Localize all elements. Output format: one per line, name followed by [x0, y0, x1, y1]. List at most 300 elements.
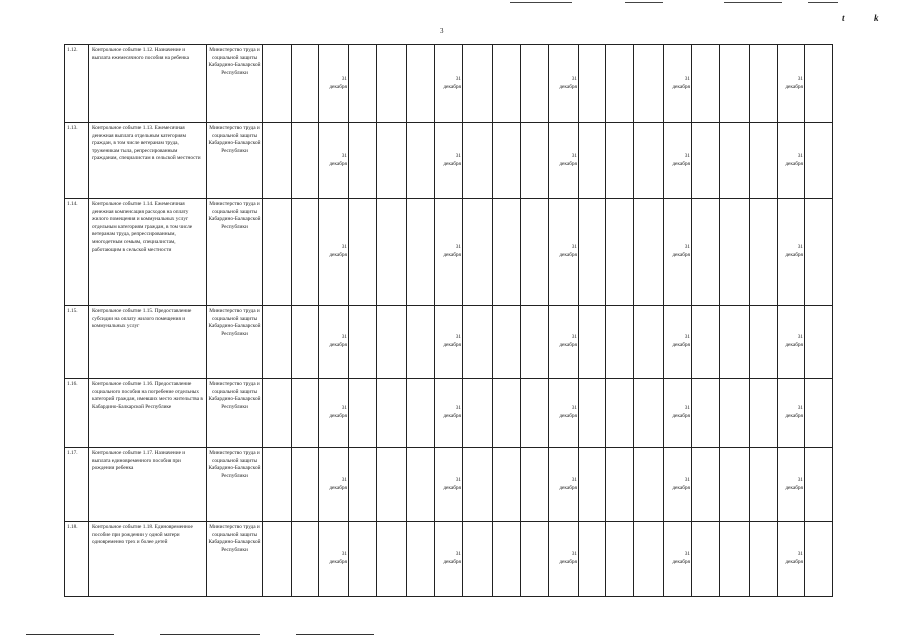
date-day: 31: [455, 476, 461, 483]
row-number: 1.17.: [65, 448, 89, 522]
empty-cell: [805, 448, 833, 522]
date-text: [785, 244, 804, 259]
date-month: декабря: [785, 413, 803, 419]
empty-cell: [805, 199, 833, 306]
empty-cell: [263, 199, 292, 306]
table-row: [65, 199, 833, 306]
date-wrap: [319, 379, 348, 447]
date-day: 31: [684, 551, 690, 558]
date-day: 31: [797, 244, 803, 251]
date-wrap: [435, 123, 462, 198]
event-name: Контрольное событие 1.16. Предоставление социального пособия на погребение отдельных категорий граждан, имевших место жительства в Кабардино-Балкарской Республике: [89, 379, 207, 448]
table-row: [65, 123, 833, 199]
date-cell: [435, 45, 463, 123]
date-month: декабря: [443, 342, 461, 348]
empty-cell: [579, 448, 606, 522]
date-wrap: [435, 306, 462, 378]
bottom-scan-line: [160, 634, 260, 635]
event-name: Контрольное событие 1.18. Единовременное пособие при рождении у одной матери одновременно трех и более детей: [89, 522, 207, 597]
date-wrap: [778, 123, 804, 198]
empty-cell: [750, 306, 778, 379]
empty-cell: [292, 448, 319, 522]
date-month: декабря: [443, 484, 461, 491]
responsible-org: Министерство труда и социальной защиты Кабардино-Балкарской Республики: [207, 306, 263, 379]
empty-cell: [521, 448, 549, 522]
row-number: 1.18.: [65, 522, 89, 597]
top-scan-line: [510, 2, 572, 3]
date-month: декабря: [329, 252, 347, 258]
empty-cell: [349, 448, 377, 522]
date-day: 31: [797, 551, 803, 558]
responsible-org: Министерство труда и социальной защиты Кабардино-Балкарской Республики: [207, 522, 263, 597]
date-day: 31: [684, 334, 690, 341]
date-cell: [778, 199, 805, 306]
date-month: декабря: [785, 83, 803, 90]
date-cell: [319, 45, 349, 123]
date-cell: [664, 448, 692, 522]
empty-cell: [521, 379, 549, 448]
date-text: [559, 334, 578, 349]
date-month: декабря: [559, 413, 577, 419]
row-number: 1.14.: [65, 199, 89, 306]
bottom-scan-line: [26, 634, 114, 635]
empty-cell: [805, 123, 833, 199]
date-day: 31: [797, 476, 803, 483]
top-scan-line: [625, 2, 663, 3]
empty-cell: [493, 522, 521, 597]
responsible-org: Министерство труда и социальной защиты Кабардино-Балкарской Республики: [207, 199, 263, 306]
empty-cell: [292, 45, 319, 123]
date-cell: [319, 448, 349, 522]
empty-cell: [579, 306, 606, 379]
empty-cell: [692, 123, 720, 199]
date-cell: [435, 448, 463, 522]
date-text: [443, 477, 462, 492]
date-text: [329, 405, 348, 420]
date-cell: [549, 306, 579, 379]
date-wrap: [435, 448, 462, 521]
date-month: декабря: [559, 559, 577, 565]
corner-mark: t: [842, 13, 845, 23]
date-cell: [549, 123, 579, 199]
table-row: [65, 45, 833, 123]
empty-cell: [805, 45, 833, 123]
date-text: [443, 551, 462, 566]
empty-cell: [349, 522, 377, 597]
empty-cell: [606, 306, 634, 379]
empty-cell: [292, 199, 319, 306]
date-month: декабря: [559, 342, 577, 348]
date-wrap: [319, 45, 348, 122]
date-text: [329, 244, 348, 259]
date-cell: [435, 123, 463, 199]
empty-cell: [377, 199, 407, 306]
date-day: 31: [341, 244, 347, 251]
date-day: 31: [455, 244, 461, 251]
empty-cell: [579, 522, 606, 597]
date-day: 31: [455, 405, 461, 412]
date-day: 31: [455, 75, 461, 82]
date-day: 31: [797, 334, 803, 341]
date-cell: [778, 45, 805, 123]
empty-cell: [521, 199, 549, 306]
responsible-org: Министерство труда и социальной защиты Кабардино-Балкарской Республики: [207, 45, 263, 123]
date-text: [785, 477, 804, 492]
empty-cell: [292, 306, 319, 379]
empty-cell: [292, 123, 319, 199]
empty-cell: [720, 45, 750, 123]
empty-cell: [634, 45, 664, 123]
empty-cell: [377, 379, 407, 448]
date-text: [672, 153, 691, 168]
date-cell: [319, 199, 349, 306]
empty-cell: [349, 306, 377, 379]
empty-cell: [750, 522, 778, 597]
date-wrap: [778, 448, 804, 521]
empty-cell: [263, 522, 292, 597]
empty-cell: [407, 306, 435, 379]
empty-cell: [292, 379, 319, 448]
event-name: Контрольное событие 1.12. Назначение и выплата ежемесячного пособия на ребенка: [89, 45, 207, 123]
top-scan-line: [724, 2, 782, 3]
date-day: 31: [341, 75, 347, 82]
date-month: декабря: [329, 484, 347, 491]
date-wrap: [778, 379, 804, 447]
date-text: [559, 76, 578, 91]
date-wrap: [549, 379, 578, 447]
empty-cell: [634, 522, 664, 597]
date-text: [559, 244, 578, 259]
empty-cell: [692, 45, 720, 123]
empty-cell: [463, 522, 493, 597]
date-wrap: [319, 199, 348, 305]
date-day: 31: [571, 75, 577, 82]
date-month: декабря: [672, 83, 690, 90]
empty-cell: [720, 199, 750, 306]
empty-cell: [377, 45, 407, 123]
date-month: декабря: [672, 484, 690, 491]
empty-cell: [692, 522, 720, 597]
date-day: 31: [571, 152, 577, 159]
event-name: Контрольное событие 1.17. Назначение и выплата единовременного пособия при рождении ребенка: [89, 448, 207, 522]
date-month: декабря: [329, 559, 347, 565]
events-table: [64, 44, 833, 597]
empty-cell: [805, 522, 833, 597]
empty-cell: [521, 45, 549, 123]
date-wrap: [319, 448, 348, 521]
date-wrap: [319, 522, 348, 596]
empty-cell: [805, 379, 833, 448]
date-wrap: [664, 306, 691, 378]
date-text: [329, 76, 348, 91]
event-name: Контрольное событие 1.13. Ежемесячная денежная выплата отдельным категориям граждан, в том числе ветеранам труда, труженикам тыла, репрессированным гражданам, специалистам в сельской местности: [89, 123, 207, 199]
date-month: декабря: [672, 413, 690, 419]
date-day: 31: [455, 551, 461, 558]
date-text: [785, 334, 804, 349]
empty-cell: [463, 123, 493, 199]
date-month: декабря: [443, 559, 461, 565]
date-cell: [664, 45, 692, 123]
empty-cell: [521, 123, 549, 199]
empty-cell: [750, 199, 778, 306]
empty-cell: [263, 379, 292, 448]
date-month: декабря: [559, 160, 577, 167]
date-wrap: [664, 45, 691, 122]
empty-cell: [750, 45, 778, 123]
event-name: Контрольное событие 1.14. Ежемесячная денежная компенсация расходов на оплату жилого помещения и коммунальных услуг отдельным категориям граждан, в том числе ветеранам труда, репрессированным, многодетным семьям, специалистам, работающим в сельской местности: [89, 199, 207, 306]
date-cell: [549, 448, 579, 522]
date-day: 31: [797, 152, 803, 159]
empty-cell: [750, 379, 778, 448]
date-wrap: [664, 123, 691, 198]
date-month: декабря: [443, 413, 461, 419]
date-cell: [664, 379, 692, 448]
date-text: [443, 244, 462, 259]
date-text: [785, 153, 804, 168]
date-cell: [664, 199, 692, 306]
empty-cell: [579, 199, 606, 306]
date-day: 31: [455, 334, 461, 341]
date-day: 31: [341, 476, 347, 483]
date-text: [443, 76, 462, 91]
date-wrap: [435, 199, 462, 305]
row-number: 1.15.: [65, 306, 89, 379]
empty-cell: [377, 522, 407, 597]
empty-cell: [634, 306, 664, 379]
empty-cell: [377, 448, 407, 522]
date-cell: [664, 123, 692, 199]
date-day: 31: [341, 405, 347, 412]
empty-cell: [720, 522, 750, 597]
date-cell: [549, 45, 579, 123]
date-wrap: [778, 199, 804, 305]
date-wrap: [664, 448, 691, 521]
date-wrap: [664, 199, 691, 305]
date-month: декабря: [785, 484, 803, 491]
empty-cell: [407, 199, 435, 306]
date-wrap: [435, 45, 462, 122]
date-text: [443, 405, 462, 420]
date-cell: [319, 123, 349, 199]
date-cell: [664, 306, 692, 379]
date-wrap: [549, 306, 578, 378]
empty-cell: [606, 123, 634, 199]
responsible-org: Министерство труда и социальной защиты Кабардино-Балкарской Республики: [207, 448, 263, 522]
empty-cell: [263, 45, 292, 123]
empty-cell: [463, 45, 493, 123]
date-day: 31: [341, 334, 347, 341]
empty-cell: [606, 45, 634, 123]
empty-cell: [692, 306, 720, 379]
empty-cell: [493, 199, 521, 306]
empty-cell: [579, 45, 606, 123]
date-text: [672, 76, 691, 91]
empty-cell: [377, 123, 407, 199]
row-number: 1.16.: [65, 379, 89, 448]
date-cell: [435, 306, 463, 379]
date-day: 31: [341, 551, 347, 558]
date-text: [443, 334, 462, 349]
empty-cell: [720, 379, 750, 448]
empty-cell: [407, 522, 435, 597]
empty-cell: [692, 199, 720, 306]
date-cell: [549, 522, 579, 597]
date-month: декабря: [785, 342, 803, 348]
empty-cell: [634, 448, 664, 522]
empty-cell: [349, 45, 377, 123]
date-text: [672, 551, 691, 566]
date-text: [785, 551, 804, 566]
date-cell: [549, 199, 579, 306]
date-day: 31: [571, 244, 577, 251]
table-row: [65, 522, 833, 597]
date-text: [559, 153, 578, 168]
empty-cell: [579, 123, 606, 199]
empty-cell: [407, 123, 435, 199]
empty-cell: [292, 522, 319, 597]
row-number: 1.13.: [65, 123, 89, 199]
date-day: 31: [797, 75, 803, 82]
date-month: декабря: [443, 83, 461, 90]
table-row: [65, 306, 833, 379]
date-wrap: [549, 448, 578, 521]
date-cell: [778, 448, 805, 522]
date-cell: [778, 306, 805, 379]
date-text: [559, 477, 578, 492]
date-text: [785, 405, 804, 420]
bottom-scan-line: [296, 634, 374, 635]
empty-cell: [720, 448, 750, 522]
table-row: [65, 379, 833, 448]
date-wrap: [549, 123, 578, 198]
date-month: декабря: [672, 342, 690, 348]
date-day: 31: [571, 334, 577, 341]
empty-cell: [493, 306, 521, 379]
date-month: декабря: [329, 83, 347, 90]
date-wrap: [778, 522, 804, 596]
date-day: 31: [684, 476, 690, 483]
empty-cell: [606, 379, 634, 448]
date-cell: [778, 522, 805, 597]
event-name: Контрольное событие 1.15. Предоставление субсидии на оплату жилого помещения и коммунальных услуг: [89, 306, 207, 379]
date-cell: [664, 522, 692, 597]
date-cell: [319, 306, 349, 379]
empty-cell: [521, 306, 549, 379]
date-month: декабря: [785, 252, 803, 258]
top-scan-line: [808, 2, 838, 3]
date-cell: [549, 379, 579, 448]
date-month: декабря: [329, 160, 347, 167]
date-text: [329, 153, 348, 168]
date-text: [329, 334, 348, 349]
date-text: [672, 334, 691, 349]
responsible-org: Министерство труда и социальной защиты Кабардино-Балкарской Республики: [207, 379, 263, 448]
empty-cell: [493, 448, 521, 522]
date-text: [559, 405, 578, 420]
empty-cell: [263, 448, 292, 522]
date-day: 31: [684, 75, 690, 82]
empty-cell: [606, 448, 634, 522]
date-month: декабря: [559, 83, 577, 90]
date-text: [329, 551, 348, 566]
date-text: [672, 405, 691, 420]
date-wrap: [435, 522, 462, 596]
empty-cell: [463, 199, 493, 306]
empty-cell: [750, 123, 778, 199]
date-cell: [319, 379, 349, 448]
date-day: 31: [684, 405, 690, 412]
date-wrap: [435, 379, 462, 447]
date-day: 31: [797, 405, 803, 412]
date-month: декабря: [785, 559, 803, 565]
empty-cell: [407, 45, 435, 123]
date-wrap: [549, 522, 578, 596]
date-cell: [435, 522, 463, 597]
date-month: декабря: [329, 342, 347, 348]
date-wrap: [549, 45, 578, 122]
date-cell: [435, 379, 463, 448]
empty-cell: [463, 448, 493, 522]
empty-cell: [634, 199, 664, 306]
row-number: 1.12.: [65, 45, 89, 123]
empty-cell: [606, 199, 634, 306]
date-day: 31: [571, 405, 577, 412]
page-number: 3: [440, 27, 444, 35]
empty-cell: [263, 306, 292, 379]
date-cell: [435, 199, 463, 306]
date-wrap: [549, 199, 578, 305]
date-day: 31: [455, 152, 461, 159]
date-text: [785, 76, 804, 91]
date-cell: [319, 522, 349, 597]
empty-cell: [463, 306, 493, 379]
date-month: декабря: [443, 160, 461, 167]
date-month: декабря: [672, 252, 690, 258]
table-row: [65, 448, 833, 522]
empty-cell: [692, 448, 720, 522]
date-day: 31: [341, 152, 347, 159]
date-day: 31: [571, 551, 577, 558]
date-wrap: [664, 379, 691, 447]
date-cell: [778, 379, 805, 448]
empty-cell: [493, 45, 521, 123]
date-day: 31: [571, 476, 577, 483]
date-month: декабря: [559, 252, 577, 258]
empty-cell: [805, 306, 833, 379]
empty-cell: [720, 306, 750, 379]
date-wrap: [664, 522, 691, 596]
date-text: [443, 153, 462, 168]
empty-cell: [349, 379, 377, 448]
date-text: [672, 244, 691, 259]
responsible-org: Министерство труда и социальной защиты Кабардино-Балкарской Республики: [207, 123, 263, 199]
empty-cell: [463, 379, 493, 448]
empty-cell: [750, 448, 778, 522]
date-wrap: [778, 45, 804, 122]
date-month: декабря: [672, 559, 690, 565]
empty-cell: [692, 379, 720, 448]
date-wrap: [319, 306, 348, 378]
empty-cell: [579, 379, 606, 448]
date-month: декабря: [785, 160, 803, 167]
date-wrap: [319, 123, 348, 198]
date-text: [559, 551, 578, 566]
corner-mark: k: [874, 13, 879, 23]
date-cell: [778, 123, 805, 199]
date-text: [672, 477, 691, 492]
empty-cell: [606, 522, 634, 597]
date-month: декабря: [329, 413, 347, 419]
